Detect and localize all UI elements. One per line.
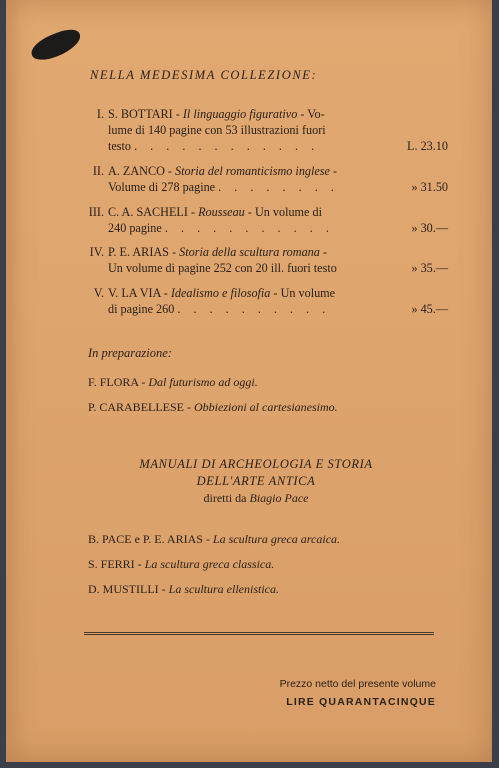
entry-text: testo [108, 139, 132, 153]
entry-number: IV. [89, 245, 104, 259]
list-item: B. PACE e P. E. ARIAS - La scultura greca arcaica. [88, 532, 341, 546]
entry-text: Un volume [280, 286, 336, 300]
entry-price: » 31.50 [411, 180, 448, 194]
in-preparation-heading: In preparazione: [88, 346, 172, 360]
entry-author: V. LA VIA [108, 286, 161, 300]
prep-author: P. CARABELLESE [88, 400, 185, 414]
collection-heading: NELLA MEDESIMA COLLEZIONE: [90, 68, 318, 82]
entry-title: Rousseau [198, 205, 245, 219]
book-back-cover [6, 0, 492, 762]
prep-title: Obbiezioni al cartesianesimo. [194, 400, 338, 414]
entry-number: V. [93, 286, 104, 300]
entry-body: C. A. SACHELI - Rousseau - Un volume di 240 pagine . . . . . . . . . . . [108, 205, 334, 235]
entry-body: P. E. ARIAS - Storia della scultura romana - Un volume di pagine 252 con 20 ill. fuori testo [108, 244, 408, 276]
entry-body: V. LA VIA - Idealismo e filosofia - Un volume di pagine 260 . . . . . . . . . . [108, 286, 336, 316]
entry-text: Un volume di pagine 252 con 20 ill. fuori testo [108, 261, 337, 275]
entry-body: A. ZANCO - Storia del romanticismo inglese - Volume di 278 pagine . . . . . . . . [108, 164, 339, 194]
manual-title: La scultura ellenistica. [168, 582, 279, 596]
entry-price: » 35.— [411, 261, 448, 275]
manual-author: B. PACE e P. E. ARIAS [88, 532, 203, 546]
list-item: F. FLORA - Dal futurismo ad oggi. [88, 375, 258, 389]
list-item [78, 163, 448, 195]
series-title: MANUALI DI ARCHEOLOGIA E STORIA [139, 457, 373, 471]
series-title-line2: DELL'ARTE ANTICA [196, 474, 316, 488]
entry-text: Vo- [307, 107, 325, 121]
entry-price: » 30.— [411, 221, 448, 235]
entry-body: S. BOTTARI - Il linguaggio figurativo - Vo- lume di 140 pagine con 53 illustrazioni fuori testo . . . . . . . . . . . . [108, 106, 408, 154]
list-item: P. CARABELLESE - Obbiezioni al cartesianesimo. [88, 400, 338, 414]
series-editor: Biagio Pace [249, 491, 309, 505]
manual-author: S. FERRI [88, 557, 135, 571]
leader-dots: . . . . . . . . . . . [164, 221, 334, 235]
entry-number: III. [88, 205, 104, 219]
page-edge-shadow [6, 0, 20, 762]
entry-title: Il linguaggio figurativo [182, 107, 298, 121]
manual-author: D. MUSTILLI [88, 582, 159, 596]
entry-text: Volume di 278 pagine [108, 180, 216, 194]
manual-title: La scultura greca arcaica. [212, 532, 341, 546]
entry-number: II. [92, 164, 104, 178]
entry-author: A. ZANCO [108, 164, 165, 178]
list-item [78, 106, 448, 154]
manual-title: La scultura greca classica. [144, 557, 275, 571]
entry-number: I. [96, 107, 104, 121]
ink-stain [28, 25, 84, 65]
entry-author: S. BOTTARI [108, 107, 173, 121]
leader-dots: . . . . . . . . [218, 180, 339, 194]
entry-text: 240 pagine [108, 221, 162, 235]
entry-author: P. E. ARIAS [108, 245, 169, 259]
entry-text: di pagine 260 [108, 302, 175, 316]
prep-title: Dal futurismo ad oggi. [148, 375, 258, 389]
series-editor-line [96, 491, 416, 506]
list-item [78, 244, 448, 276]
divider [84, 632, 434, 635]
entry-title: Storia della scultura romana [179, 245, 320, 259]
entry-title: Storia del romanticismo inglese [175, 164, 330, 178]
list-item [78, 204, 448, 236]
list-item: D. MUSTILLI - La scultura ellenistica. [88, 582, 279, 596]
entry-text: lume di 140 pagine con 53 illustrazioni fuori [108, 123, 326, 137]
price-note: Prezzo netto del presente volume [279, 678, 436, 690]
entry-price: L. 23.10 [407, 139, 448, 153]
directed-by-label: diretti da [203, 491, 247, 505]
entry-title: Idealismo e filosofia [170, 286, 271, 300]
entry-text: Un volume di [254, 205, 322, 219]
entry-author: C. A. SACHELI [108, 205, 188, 219]
list-item: S. FERRI - La scultura greca classica. [88, 557, 275, 571]
prep-author: F. FLORA [88, 375, 139, 389]
entry-price: » 45.— [411, 302, 448, 316]
leader-dots: . . . . . . . . . . . . [134, 139, 320, 153]
leader-dots: . . . . . . . . . . [177, 302, 331, 316]
price-total: LIRE QUARANTACINQUE [286, 696, 436, 708]
list-item [78, 285, 448, 317]
